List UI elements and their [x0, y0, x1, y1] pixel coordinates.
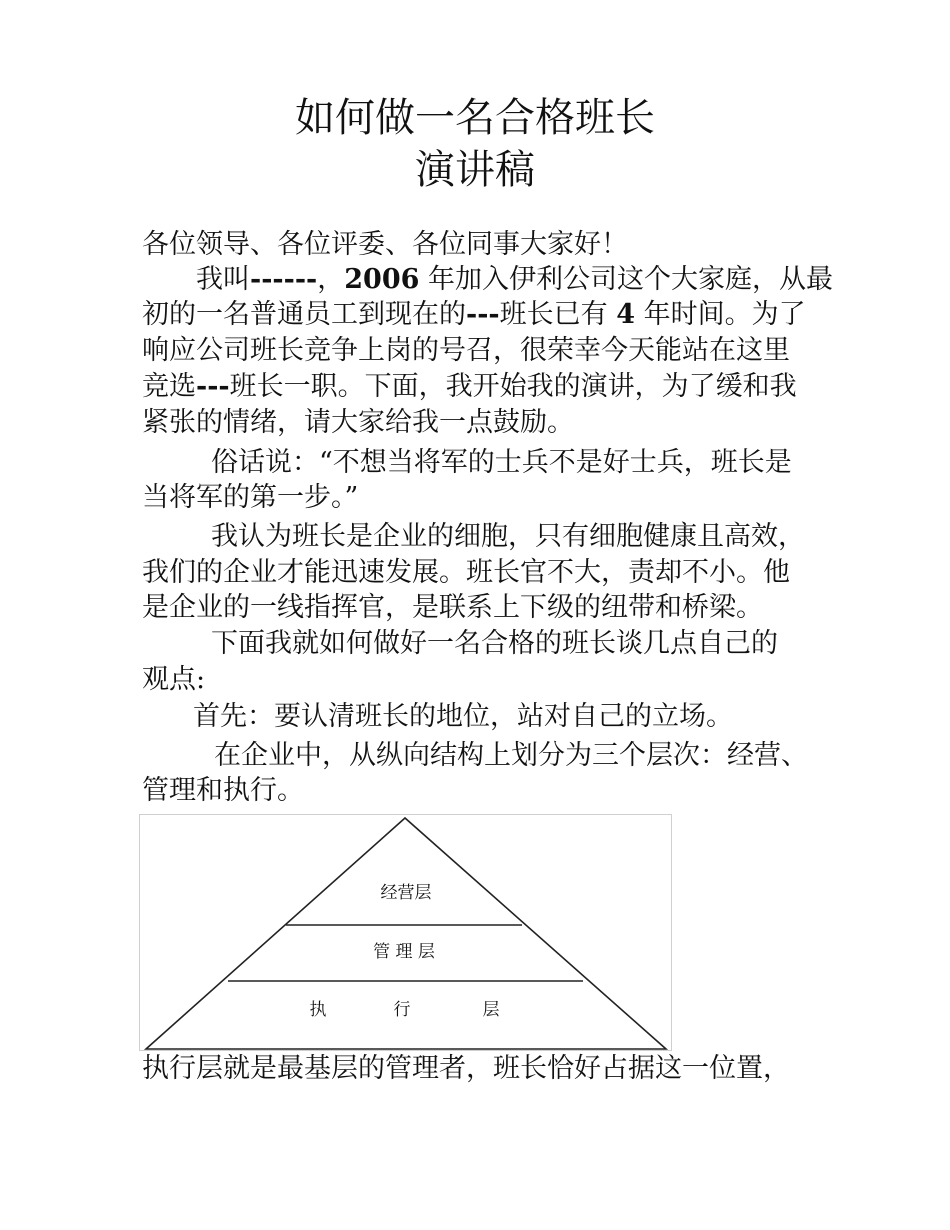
text-span: 我叫: [196, 264, 250, 295]
layer-label-execution-1: 执: [309, 1000, 327, 1020]
text-span: 竞选: [142, 371, 196, 402]
paragraph-1-line-3: 响应公司班长竞争上岗的号召，很荣幸今天能站在这里: [142, 335, 790, 366]
paragraph-1-line-1: [196, 263, 833, 297]
document-title: 如何做一名合格班长: [295, 95, 655, 141]
text-span: 班长已有: [499, 299, 617, 330]
text-span: 班长一职。下面，我开始我的演讲，为了缓和我: [229, 371, 797, 402]
paragraph-3-line-1: 我认为班长是企业的细胞，只有细胞健康且高效，: [211, 521, 805, 552]
layer-label-execution-2: 行: [393, 1000, 411, 1020]
paragraph-2-line-1: 俗话说：“不想当将军的士兵不是好士兵，班长是: [211, 447, 792, 478]
paragraph-6-line-2: 管理和执行。: [142, 775, 304, 806]
placeholder-name: ------: [250, 264, 318, 295]
year-value: 2006: [344, 264, 420, 295]
paragraph-1-line-2: [142, 298, 806, 332]
paragraph-5-line: 首先：要认清班长的地位，站对自己的立场。: [193, 701, 733, 732]
placeholder-team: ---: [466, 299, 500, 330]
text-span: 年加入伊利公司这个大家庭，从最: [419, 264, 833, 295]
paragraph-4-line-2: 观点:: [142, 664, 206, 695]
paragraph-2-line-2: 当将军的第一步。”: [142, 482, 359, 513]
paragraph-1-line-5: 紧张的情绪，请大家给我一点鼓励。: [142, 407, 574, 438]
greeting-line: 各位领导、各位评委、各位同事大家好！: [142, 229, 628, 260]
layer-label-operations: 经营层: [380, 883, 432, 903]
text-span: 年时间。为了: [635, 299, 806, 330]
layer-label-execution-3: 层: [482, 1000, 500, 1020]
placeholder-team: ---: [196, 371, 230, 402]
hierarchy-pyramid-diagram: [139, 814, 672, 1051]
years-value: 4: [616, 299, 636, 330]
paragraph-3-line-2: 我们的企业才能迅速发展。班长官不大，责却不小。他: [142, 557, 790, 588]
paragraph-3-line-3: 是企业的一线指挥官，是联系上下级的纽带和桥梁。: [142, 592, 763, 623]
paragraph-4-line-1: 下面我就如何做好一名合格的班长谈几点自己的: [211, 628, 778, 659]
pyramid-svg: [140, 815, 671, 1050]
document-subtitle: 演讲稿: [415, 147, 535, 193]
text-span: ，: [317, 264, 345, 295]
text-span: 初的一名普通员工到现在的: [142, 299, 466, 330]
layer-label-management: 管 理 层: [373, 942, 435, 962]
paragraph-1-line-4: [142, 370, 797, 404]
closing-line: 执行层就是最基层的管理者，班长恰好占据这一位置，: [142, 1053, 790, 1084]
paragraph-6-line-1: 在企业中，从纵向结构上划分为三个层次：经营、: [214, 740, 808, 771]
